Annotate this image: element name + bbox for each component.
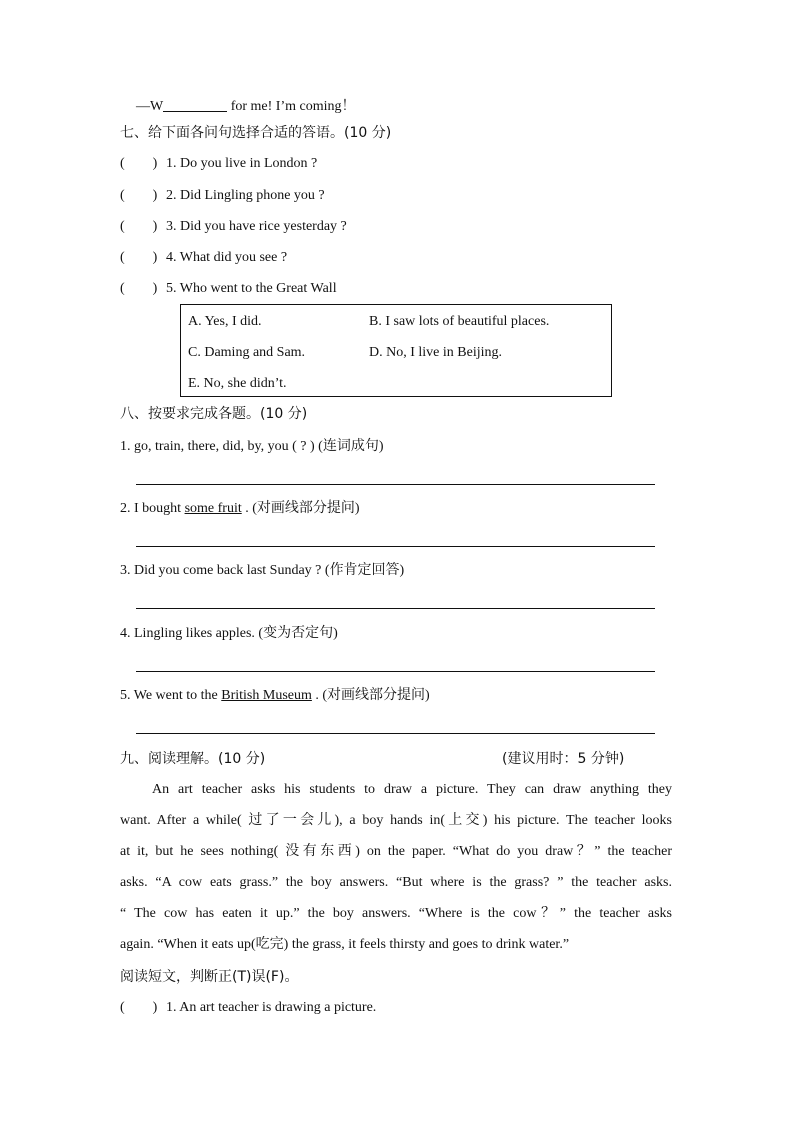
top-answer-suffix: for me! I’m coming！ bbox=[227, 99, 356, 114]
answer-paren[interactable]: ( ) bbox=[120, 281, 158, 296]
task-3: 3. Did you come back last Sunday ? (作肯定回答) bbox=[120, 563, 405, 578]
task-2-post: . (对画线部分提问) bbox=[241, 501, 360, 516]
question-row bbox=[120, 248, 287, 268]
answer-line[interactable] bbox=[136, 546, 655, 547]
answer-paren[interactable]: ( ) bbox=[120, 156, 158, 171]
question-text: 1. Do you live in London ? bbox=[166, 156, 318, 171]
passage-line: asks. “A cow eats grass.” the boy answers. “But where is the grass? ” the teacher asks. bbox=[120, 875, 672, 890]
question-row bbox=[120, 186, 325, 206]
task-5-pre: 5. We went to the bbox=[120, 688, 222, 703]
reading-instruction: 阅读短文，判断正(T)误(F)。 bbox=[120, 969, 299, 985]
task-4: 4. Lingling likes apples. (变为否定句) bbox=[120, 626, 338, 641]
fill-blank[interactable] bbox=[163, 97, 227, 112]
question-text: 2. Did Lingling phone you ? bbox=[166, 188, 325, 203]
passage-line: again. “When it eats up(吃完) the grass, it feels thirsty and goes to drink water.” bbox=[120, 937, 570, 952]
section7-title: 七、给下面各问句选择合适的答语。(10 分) bbox=[120, 125, 392, 141]
option-d: D. No, I live in Beijing. bbox=[369, 345, 502, 360]
answer-line[interactable] bbox=[136, 484, 655, 485]
answer-line[interactable] bbox=[136, 608, 655, 609]
answer-paren[interactable]: ( ) bbox=[120, 219, 158, 234]
passage-line: An art teacher asks his students to draw a picture. They can draw anything they bbox=[152, 782, 672, 797]
option-b: B. I saw lots of beautiful places. bbox=[369, 314, 550, 329]
question-row bbox=[120, 217, 347, 237]
question-row bbox=[120, 279, 337, 299]
underlined-phrase: some fruit bbox=[184, 501, 242, 516]
option-a: A. Yes, I did. bbox=[188, 314, 262, 329]
section8-title: 八、按要求完成各题。(10 分) bbox=[120, 406, 308, 422]
passage-line: at it, but he sees nothing( 没有东西) on the paper. “What do you draw？” the teacher bbox=[120, 844, 672, 859]
answer-paren[interactable]: ( ) bbox=[120, 188, 158, 203]
passage-line: want. After a while( 过了一会儿), a boy hands in(上交) his picture. The teacher looks bbox=[120, 813, 672, 828]
options-box bbox=[180, 304, 612, 397]
option-e: E. No, she didn’t. bbox=[188, 376, 287, 391]
question-text: 3. Did you have rice yesterday ? bbox=[166, 219, 347, 234]
section9-title: 九、阅读理解。(10 分) bbox=[120, 751, 266, 767]
time-hint: (建议用时：5 分钟) bbox=[502, 751, 625, 767]
question-text: 1. An art teacher is drawing a picture. bbox=[166, 1000, 377, 1015]
answer-paren[interactable]: ( ) bbox=[120, 250, 158, 265]
underlined-phrase: British Museum bbox=[221, 688, 312, 703]
passage-line: “ The cow has eaten it up.” the boy answers. “Where is the cow？” the teacher asks bbox=[120, 906, 672, 921]
task-2-pre: 2. I bought bbox=[120, 501, 185, 516]
question-row bbox=[120, 998, 376, 1018]
top-answer-prefix: —W bbox=[136, 99, 164, 114]
task-1: 1. go, train, there, did, by, you ( ? ) (连词成句) bbox=[120, 439, 384, 454]
answer-paren[interactable]: ( ) bbox=[120, 1000, 158, 1015]
question-text: 5. Who went to the Great Wall bbox=[166, 281, 337, 296]
task-2 bbox=[120, 499, 360, 519]
question-text: 4. What did you see ? bbox=[166, 250, 288, 265]
option-c: C. Daming and Sam. bbox=[188, 345, 306, 360]
answer-line[interactable] bbox=[136, 733, 655, 734]
task-5 bbox=[120, 686, 430, 706]
task-5-post: . (对画线部分提问) bbox=[311, 688, 430, 703]
question-row bbox=[120, 154, 317, 174]
top-answer-line bbox=[136, 97, 356, 117]
answer-line[interactable] bbox=[136, 671, 655, 672]
